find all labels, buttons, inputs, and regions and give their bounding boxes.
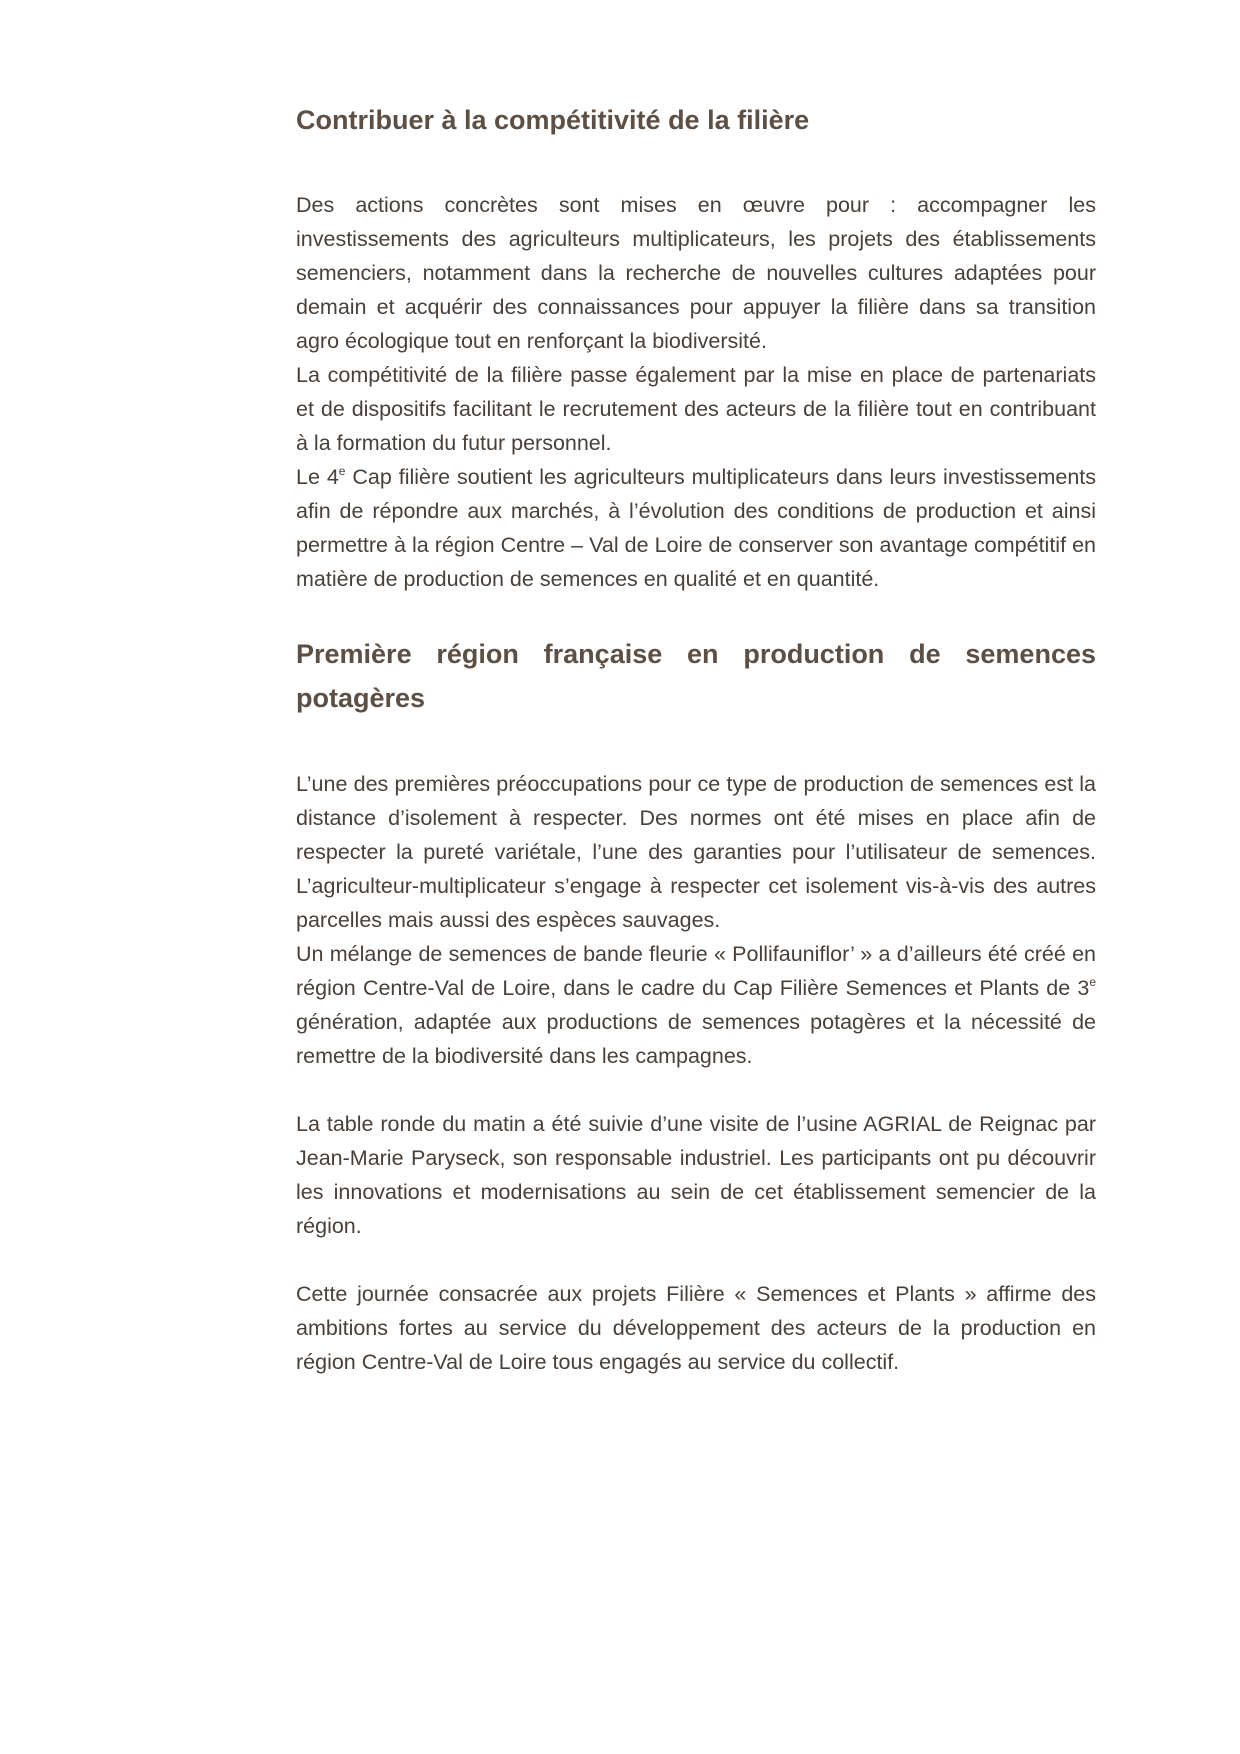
superscript: e bbox=[338, 464, 346, 478]
text-segment: Un mélange de semences de bande fleurie « Pollifauniflor’ » a d’ailleurs été créé en région Centre-Val de Loire, dans le cadre du Cap Filière Semences et Plants de 3 bbox=[296, 942, 1096, 1000]
paragraph-table-ronde: La table ronde du matin a été suivie d’une visite de l’usine AGRIAL de Reignac par Jean-Marie Paryseck, son responsable industriel. Les participants ont pu découvrir les innovations et modernisations au sein de cet établissement semencier de la région. bbox=[296, 1112, 1096, 1238]
paragraph-pollifauniflor bbox=[296, 937, 1096, 1073]
paragraph-conclusion: Cette journée consacrée aux projets Filière « Semences et Plants » affirme des ambitions fortes au service du développement des acteurs de la production en région Centre-Val de Loire tous engagés au service du collectif. bbox=[296, 1282, 1096, 1374]
section-heading-premiere-region: Première région française en production de semences potagères bbox=[296, 639, 1096, 713]
paragraph-isolement: L’une des premières préoccupations pour ce type de production de semences est la distance d’isolement à respecter. Des normes ont été mises en place afin de respecter la pureté variétale, l’une des garanties pour l’utilisateur de semences. L’agriculteur-multiplicateur s’engage à respecter cet isolement vis-à-vis des autres parcelles mais aussi des espèces sauvages. bbox=[296, 772, 1096, 932]
text-segment: génération, adaptée aux productions de semences potagères et la nécessité de remettre de la biodiversité dans les campagnes. bbox=[296, 1010, 1096, 1068]
section-heading-competitivite: Contribuer à la compétitivité de la filière bbox=[296, 105, 810, 135]
document-page bbox=[296, 98, 1096, 1379]
paragraph-cap-filiere bbox=[296, 460, 1096, 596]
text-segment: Le 4 bbox=[296, 465, 339, 489]
paragraph-partenariats: La compétitivité de la filière passe également par la mise en place de partenariats et de dispositifs facilitant le recrutement des acteurs de la filière tout en contribuant à la formation du futur personnel. bbox=[296, 363, 1096, 455]
superscript: e bbox=[1089, 975, 1096, 989]
paragraph-actions: Des actions concrètes sont mises en œuvre pour : accompagner les investissements des agriculteurs multiplicateurs, les projets des établissements semenciers, notamment dans la recherche de nouvelles cultures adaptées pour demain et acquérir des connaissances pour appuyer la filière dans sa transition agro écologique tout en renforçant la biodiversité. bbox=[296, 193, 1096, 353]
text-segment: Cap filière soutient les agriculteurs multiplicateurs dans leurs investissements afin de répondre aux marchés, à l’évolution des conditions de production et ainsi permettre à la région Centre – Val de Loire de conserver son avantage compétitif en matière de production de semences en qualité et en quantité. bbox=[296, 465, 1096, 591]
